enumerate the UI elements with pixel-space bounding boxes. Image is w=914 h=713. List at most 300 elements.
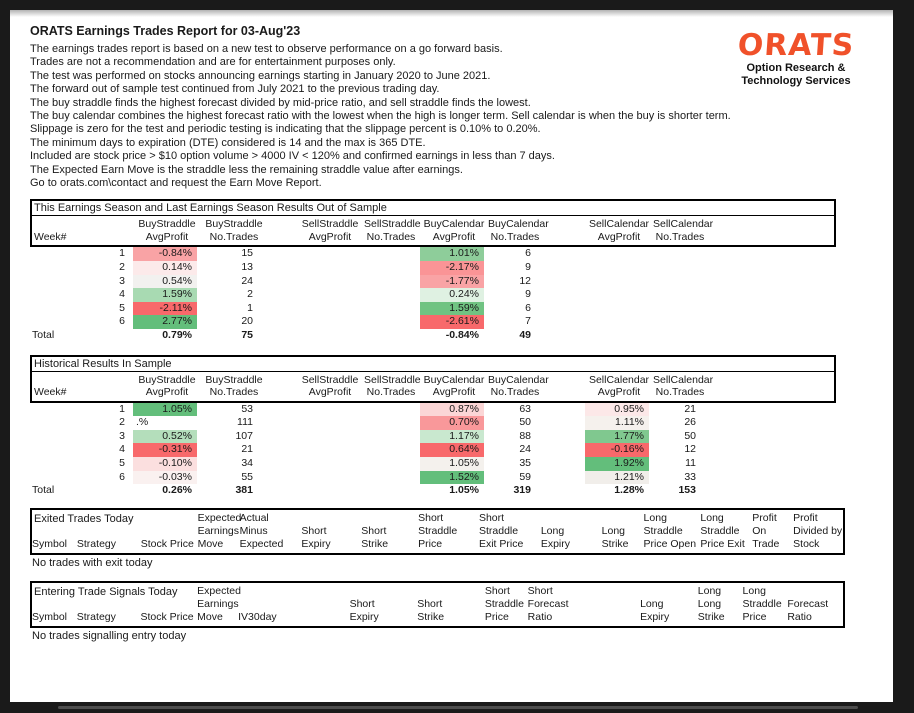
cell-bs-trades: 21: [241, 443, 253, 456]
table-total-row: [30, 329, 836, 343]
column-header-cell: AvgProfit: [308, 386, 352, 399]
column-header-line: Short: [484, 584, 510, 597]
table-row: [30, 275, 836, 289]
in-sample-table-headers: [32, 372, 834, 401]
column-header: [350, 585, 418, 624]
column-header-line: Long: [540, 524, 565, 537]
column-header-line: Trade: [752, 537, 780, 550]
cell-sc-trades: [651, 247, 705, 261]
column-header-line: Expiry: [640, 610, 670, 623]
cell-sc-avg: 0.95%: [585, 403, 649, 417]
column-header-line: [77, 598, 141, 611]
cell-bs-trades: 2: [247, 288, 253, 301]
cell-bc-trades: 24: [519, 443, 531, 456]
cell-sc-avg: [585, 315, 649, 329]
cell-sc-avg: 1.11%: [585, 416, 649, 430]
cell-bc-avg: 0.24%: [420, 288, 484, 302]
column-header-cell: No.Trades: [209, 230, 259, 243]
column-header-line: Expiry: [349, 610, 379, 623]
cell-bs-avg: -0.03%: [133, 471, 197, 485]
column-header: [602, 512, 644, 551]
cell-bs-trades: 75: [241, 329, 253, 342]
table-row: [30, 443, 836, 457]
scrollbar-thumb[interactable]: [58, 706, 858, 709]
table-row: [30, 261, 836, 275]
cell-sc-avg: [585, 288, 649, 302]
cell-bs-avg: 1.59%: [133, 288, 197, 302]
cell-bs-trades: 55: [241, 470, 253, 483]
cell-ss-trades: [362, 471, 416, 485]
column-header-line: [602, 512, 644, 525]
column-header-line: Forecast: [787, 597, 829, 610]
intro-line: The minimum days to expiration (DTE) considered is 14 and the max is 365 DTE.: [30, 136, 426, 149]
column-header-line: [238, 585, 349, 598]
cell-bc-trades: 63: [519, 402, 531, 415]
cell-sc-avg: 1.92%: [585, 457, 649, 471]
group-header-row: [32, 216, 834, 231]
column-header-line: Short: [349, 597, 375, 610]
cell-sc-trades: 153: [678, 484, 696, 497]
cell-ss-trades: [362, 247, 416, 261]
column-header-line: [417, 585, 485, 598]
cell-bs-trades: 1: [247, 301, 253, 314]
cell-bc-avg: 0.64%: [420, 443, 484, 457]
column-header: [197, 584, 241, 624]
cell-ss-trades: [362, 275, 416, 289]
column-header: [198, 512, 240, 551]
group-header-cell: SellCalendar: [653, 218, 714, 231]
cell-bs-avg: 2.77%: [133, 315, 197, 329]
orats-logo: [727, 30, 865, 88]
cell-bs-avg: 1.05%: [133, 403, 197, 417]
cell-ss-avg: [296, 457, 360, 471]
cell-bc-avg: -1.77%: [420, 275, 484, 289]
column-header: [787, 585, 843, 624]
out-of-sample-table-rows: [30, 247, 836, 342]
cell-sc-avg: [585, 275, 649, 289]
intro-line: The Expected Earn Move is the straddle less the remaining straddle value after earnings.: [30, 163, 463, 176]
column-header-line: [32, 598, 77, 611]
cell-bs-avg: -0.84%: [133, 247, 197, 261]
column-header-line: Expiry: [301, 537, 331, 550]
column-header: [417, 585, 485, 624]
column-header-cell: No.Trades: [490, 386, 540, 399]
cell-week: Total: [32, 484, 55, 497]
cell-bs-avg: 0.79%: [162, 329, 192, 342]
column-header-line: Straddle: [478, 524, 519, 537]
column-header: [541, 512, 602, 551]
table-row: [30, 247, 836, 261]
column-header-line: [787, 585, 843, 598]
cell-ss-avg: [296, 288, 360, 302]
cell-ss-avg: [296, 302, 360, 316]
column-header: [528, 585, 640, 624]
column-header-line: [350, 585, 418, 598]
column-header-line: Long: [742, 584, 766, 597]
column-header-line: Ratio: [527, 610, 553, 623]
cell-bc-avg: 1.05%: [420, 457, 484, 471]
table-row: [30, 457, 836, 471]
group-header-cell: [32, 218, 130, 231]
cell-week: 3: [119, 274, 125, 287]
column-header-line: Expiry: [540, 537, 570, 550]
report-content: [10, 10, 893, 643]
cell-week: 4: [119, 443, 125, 456]
cell-bc-avg: 1.59%: [420, 302, 484, 316]
intro-line: The buy straddle finds the highest forecast divided by mid-price ratio, and sell straddle finds the lowest.: [30, 96, 531, 109]
column-header-line: Divided by: [793, 524, 843, 537]
column-header-cell: Week#: [34, 230, 67, 243]
column-header-line: Price: [418, 537, 443, 550]
cell-sc-avg: 1.77%: [585, 430, 649, 444]
cell-bc-avg: 0.87%: [420, 403, 484, 417]
column-header: [361, 512, 418, 551]
column-header-line: Short: [301, 524, 327, 537]
cell-bc-trades: 12: [519, 274, 531, 287]
column-header-line: Short: [527, 584, 553, 597]
cell-sc-trades: 11: [685, 457, 696, 469]
cell-bc-trades: 319: [513, 484, 531, 497]
cell-bs-avg: -2.11%: [133, 302, 197, 316]
column-header-line: Long: [643, 511, 667, 524]
sub-header-row: [32, 231, 834, 246]
cell-week: 2: [119, 416, 125, 429]
cell-sc-avg: [585, 302, 649, 316]
column-header: [418, 512, 479, 551]
cell-ss-avg: [296, 247, 360, 261]
table-row: [30, 302, 836, 316]
column-header-line: Earnings: [197, 597, 239, 610]
column-header: [752, 512, 793, 551]
column-header-line: Profit: [752, 511, 777, 524]
page-title: ORATS Earnings Trades Report for 03-Aug'23: [30, 24, 301, 38]
column-header-line: [140, 598, 197, 611]
cell-week: 3: [119, 429, 125, 442]
column-header-line: Short: [417, 597, 443, 610]
out-of-sample-table-header-box: [30, 199, 836, 247]
entering-signals-table-header-box: [30, 581, 845, 628]
cell-sc-trades: [651, 288, 705, 302]
group-header-cell: SellCalendar: [653, 373, 714, 386]
cell-ss-trades: [362, 261, 416, 275]
cell-bs-trades: 111: [237, 416, 253, 429]
group-header-row: [32, 372, 834, 387]
cell-sc-trades: [651, 261, 705, 275]
column-header-line: Actual: [239, 511, 269, 524]
cell-ss-avg: [296, 471, 360, 485]
cell-ss-avg: [296, 329, 360, 343]
group-header-cell: SellStraddle: [364, 373, 421, 386]
cell-ss-avg: [296, 443, 360, 457]
cell-sc-trades: 50: [684, 429, 696, 442]
cell-bc-avg: 0.70%: [420, 416, 484, 430]
intro-line: The earnings trades report is based on a new test to observe performance on a go forward basis.: [30, 43, 503, 55]
cell-bs-trades: 53: [241, 402, 253, 415]
group-header-cell: BuyCalendar: [423, 373, 485, 386]
group-header-cell: SellStraddle: [301, 373, 359, 386]
column-header-line: Strategy: [76, 610, 116, 623]
cell-bs-trades: 34: [241, 457, 253, 469]
cell-ss-trades: [362, 315, 416, 329]
cell-bc-trades: 35: [519, 457, 531, 469]
column-header-line: Symbol: [32, 537, 68, 550]
group-header-cell: BuyStraddle: [138, 218, 196, 231]
column-header-cell: No.Trades: [490, 230, 540, 243]
column-header-line: Short: [418, 511, 444, 524]
table-total-row: [30, 484, 836, 498]
cell-ss-trades: [362, 484, 416, 498]
group-header-cell: BuyCalendar: [488, 373, 549, 386]
intro-line: Trades are not a recommendation and are for entertainment purposes only.: [30, 56, 396, 69]
column-header-cell: AvgProfit: [597, 230, 641, 243]
column-header-line: Symbol: [32, 610, 68, 623]
cell-sc-trades: [651, 302, 705, 316]
entering-signals-empty-message: No trades signalling entry today: [32, 629, 187, 642]
cell-sc-trades: [651, 329, 705, 343]
intro-line: Go to orats.com\contact and request the Earn Move Report.: [30, 177, 322, 190]
column-header-line: Straddle: [643, 524, 683, 537]
cell-sc-avg: [585, 247, 649, 261]
cell-week: 1: [119, 402, 125, 415]
column-header-line: Earnings: [197, 524, 240, 537]
cell-bc-avg: 1.05%: [449, 484, 479, 497]
column-header-line: Expected: [239, 537, 284, 550]
intro-line: The test was performed on stocks announcing earnings starting in January 2020 to June 2021.: [30, 69, 491, 82]
exited-trades-table-title: Exited Trades Today: [34, 512, 134, 525]
column-header-line: Short: [361, 524, 387, 537]
group-header-cell: BuyCalendar: [488, 218, 549, 231]
cell-bs-avg: 0.52%: [133, 430, 197, 444]
cell-week: 6: [119, 315, 125, 328]
cell-bs-trades: 107: [235, 429, 253, 442]
column-header-line: Price: [742, 610, 767, 623]
column-header-line: Stock Price: [140, 610, 194, 623]
cell-bs-avg: 0.26%: [162, 484, 192, 497]
column-header-line: Price: [484, 610, 509, 623]
group-header-cell: BuyStraddle: [138, 373, 196, 386]
cell-bc-trades: 59: [519, 470, 531, 483]
cell-bc-trades: 9: [525, 288, 531, 301]
orats-logo-wordmark: ORATS: [736, 28, 856, 63]
cell-sc-avg: 1.28%: [614, 484, 644, 497]
column-header-line: Long: [700, 511, 724, 524]
column-header-cell: No.Trades: [655, 386, 705, 399]
column-header: [238, 585, 349, 624]
column-header-cell: AvgProfit: [308, 230, 352, 243]
cell-bs-trades: 15: [241, 247, 253, 260]
column-header-line: Straddle: [742, 597, 782, 610]
column-header-line: IV30day: [238, 610, 277, 623]
column-header-line: Strategy: [76, 537, 116, 550]
cell-week: 5: [119, 457, 125, 469]
column-header-line: Price Exit: [700, 537, 745, 550]
cell-sc-avg: [585, 261, 649, 275]
group-header-cell: SellCalendar: [588, 218, 650, 231]
cell-ss-trades: [362, 403, 416, 417]
column-header-line: [361, 512, 418, 525]
cell-week: 2: [119, 261, 125, 274]
cell-bc-trades: 6: [525, 301, 531, 314]
column-header-line: [640, 585, 698, 598]
orats-logo-tagline-line1: Option Research &: [746, 62, 846, 74]
column-header-line: Strike: [361, 537, 389, 550]
cell-bc-avg: 1.17%: [420, 430, 484, 444]
table-row: [30, 315, 836, 329]
column-header: [793, 512, 843, 551]
cell-bc-trades: 49: [519, 329, 531, 342]
column-header-line: [141, 512, 198, 525]
cell-sc-avg: [585, 329, 649, 343]
column-header-line: [141, 525, 198, 538]
cell-bs-trades: 20: [241, 315, 253, 328]
out-of-sample-table-title: This Earnings Season and Last Earnings Season Results Out of Sample: [32, 201, 834, 216]
column-header-cell: AvgProfit: [432, 386, 476, 399]
cell-week: 6: [119, 470, 125, 483]
cell-ss-trades: [362, 416, 416, 430]
column-header-line: Expected: [197, 511, 242, 524]
cell-sc-trades: [651, 275, 705, 289]
cell-ss-avg: [296, 430, 360, 444]
cell-ss-trades: [362, 288, 416, 302]
cell-week: 4: [119, 288, 125, 301]
cell-bc-trades: 50: [519, 416, 531, 429]
group-header-cell: SellStraddle: [364, 218, 421, 231]
cell-sc-avg: 1.21%: [585, 471, 649, 485]
cell-bs-avg: .%: [136, 416, 149, 429]
column-header-line: Stock: [793, 537, 820, 550]
cell-week: Total: [32, 329, 55, 342]
column-header-line: On: [752, 524, 767, 537]
cell-sc-trades: [651, 315, 705, 329]
cell-sc-trades: 12: [684, 443, 696, 456]
intro-line: Slippage is zero for the test and periodic testing is indicating that the slippage percent is 0.10% to 0.20%.: [30, 123, 541, 136]
column-header-line: [541, 512, 602, 525]
column-header-line: [301, 512, 361, 525]
exited-trades-empty-message: No trades with exit today: [32, 556, 153, 569]
cell-bc-avg: -2.17%: [420, 261, 484, 275]
table-row: [30, 416, 836, 430]
column-header-cell: AvgProfit: [432, 230, 476, 243]
cell-week: 1: [119, 247, 125, 260]
column-header-line: [32, 525, 77, 538]
column-header-line: [238, 598, 349, 611]
column-header-line: Long: [601, 524, 626, 537]
cell-bc-avg: -2.61%: [420, 315, 484, 329]
column-header-line: [77, 525, 141, 538]
column-header-line: Strike: [697, 610, 725, 623]
column-header-line: Strike: [417, 610, 445, 623]
column-header-line: Minus: [239, 524, 268, 537]
in-sample-table-header-box: [30, 355, 836, 403]
cell-ss-avg: [296, 261, 360, 275]
column-header: [698, 585, 743, 624]
column-header-line: Straddle: [700, 524, 740, 537]
cell-bs-avg: 0.14%: [133, 261, 197, 275]
exited-trades-table-header-box: [30, 508, 845, 555]
cell-bc-trades: 6: [525, 247, 531, 260]
table-row: [30, 288, 836, 302]
column-header: [141, 512, 198, 551]
cell-sc-trades: 26: [684, 416, 696, 429]
column-header: [479, 512, 541, 551]
column-header-line: Expected: [197, 584, 241, 597]
column-header: [640, 585, 698, 624]
intro-line: The buy calendar combines the highest forecast ratio with the lowest when the high is longer term. Sell calendar is when the buy is shorter term.: [30, 110, 731, 123]
cell-ss-trades: [362, 443, 416, 457]
cell-bs-trades: 13: [241, 261, 253, 274]
cell-ss-trades: [362, 430, 416, 444]
column-header-line: Strike: [601, 537, 629, 550]
column-header: [700, 512, 752, 551]
cell-ss-avg: [296, 403, 360, 417]
group-header-cell: BuyStraddle: [205, 218, 263, 231]
orats-logo-tagline-line2: Technology Services: [741, 75, 851, 87]
group-header-cell: SellStraddle: [301, 218, 359, 231]
column-header-cell: No.Trades: [366, 230, 416, 243]
column-header-line: Forecast: [527, 597, 569, 610]
column-header-line: Price Open: [643, 537, 697, 550]
column-header-cell: No.Trades: [209, 386, 259, 399]
column-header-line: Move: [197, 537, 224, 550]
column-header: [240, 512, 302, 551]
cell-bs-avg: -0.31%: [133, 443, 197, 457]
cell-bc-avg: 1.52%: [420, 471, 484, 485]
column-header-line: Straddle: [418, 524, 458, 537]
column-header: [644, 512, 701, 551]
cell-bc-trades: 7: [525, 315, 531, 328]
report-page: [10, 10, 893, 702]
table-row: [30, 471, 836, 485]
column-header-line: Long: [640, 597, 664, 610]
cell-ss-avg: [296, 275, 360, 289]
cell-bc-trades: 9: [525, 261, 531, 274]
intro-line: Included are stock price > $10 option volume > 4000 IV < 120% and confirmed earnings in less than 7 days.: [30, 150, 555, 163]
cell-sc-trades: 33: [684, 470, 696, 483]
table-row: [30, 430, 836, 444]
out-of-sample-table-headers: [32, 216, 834, 245]
table-row: [30, 403, 836, 417]
column-header-cell: AvgProfit: [145, 386, 189, 399]
column-header: [301, 512, 361, 551]
cell-sc-trades: 21: [684, 402, 696, 415]
cell-bs-trades: 381: [235, 484, 253, 497]
column-header-line: Straddle: [484, 597, 524, 610]
entering-signals-table-title: Entering Trade Signals Today: [34, 585, 178, 598]
column-header-line: Ratio: [787, 610, 812, 623]
column-header-cell: AvgProfit: [597, 386, 641, 399]
intro-line: The forward out of sample test continued from July 2021 to the previous trading day.: [30, 83, 440, 96]
in-sample-table-title: Historical Results In Sample: [32, 357, 834, 372]
column-header-line: Long: [697, 597, 722, 610]
sub-header-row: [32, 386, 834, 401]
cell-bc-trades: 88: [519, 429, 531, 442]
column-header-cell: Week#: [34, 386, 67, 399]
column-header-line: Exit Price: [478, 537, 524, 550]
column-header-line: Stock Price: [140, 537, 194, 550]
column-header-cell: AvgProfit: [145, 230, 189, 243]
column-header-line: Short: [478, 511, 505, 524]
column-header: [485, 585, 528, 624]
cell-ss-avg: [296, 484, 360, 498]
cell-bs-avg: 0.54%: [133, 275, 197, 289]
group-header-cell: SellCalendar: [588, 373, 650, 386]
cell-bc-avg: -0.84%: [445, 329, 479, 342]
cell-ss-avg: [296, 315, 360, 329]
cell-ss-avg: [296, 416, 360, 430]
cell-ss-trades: [362, 457, 416, 471]
group-header-cell: BuyCalendar: [423, 218, 485, 231]
column-header: [743, 585, 788, 624]
